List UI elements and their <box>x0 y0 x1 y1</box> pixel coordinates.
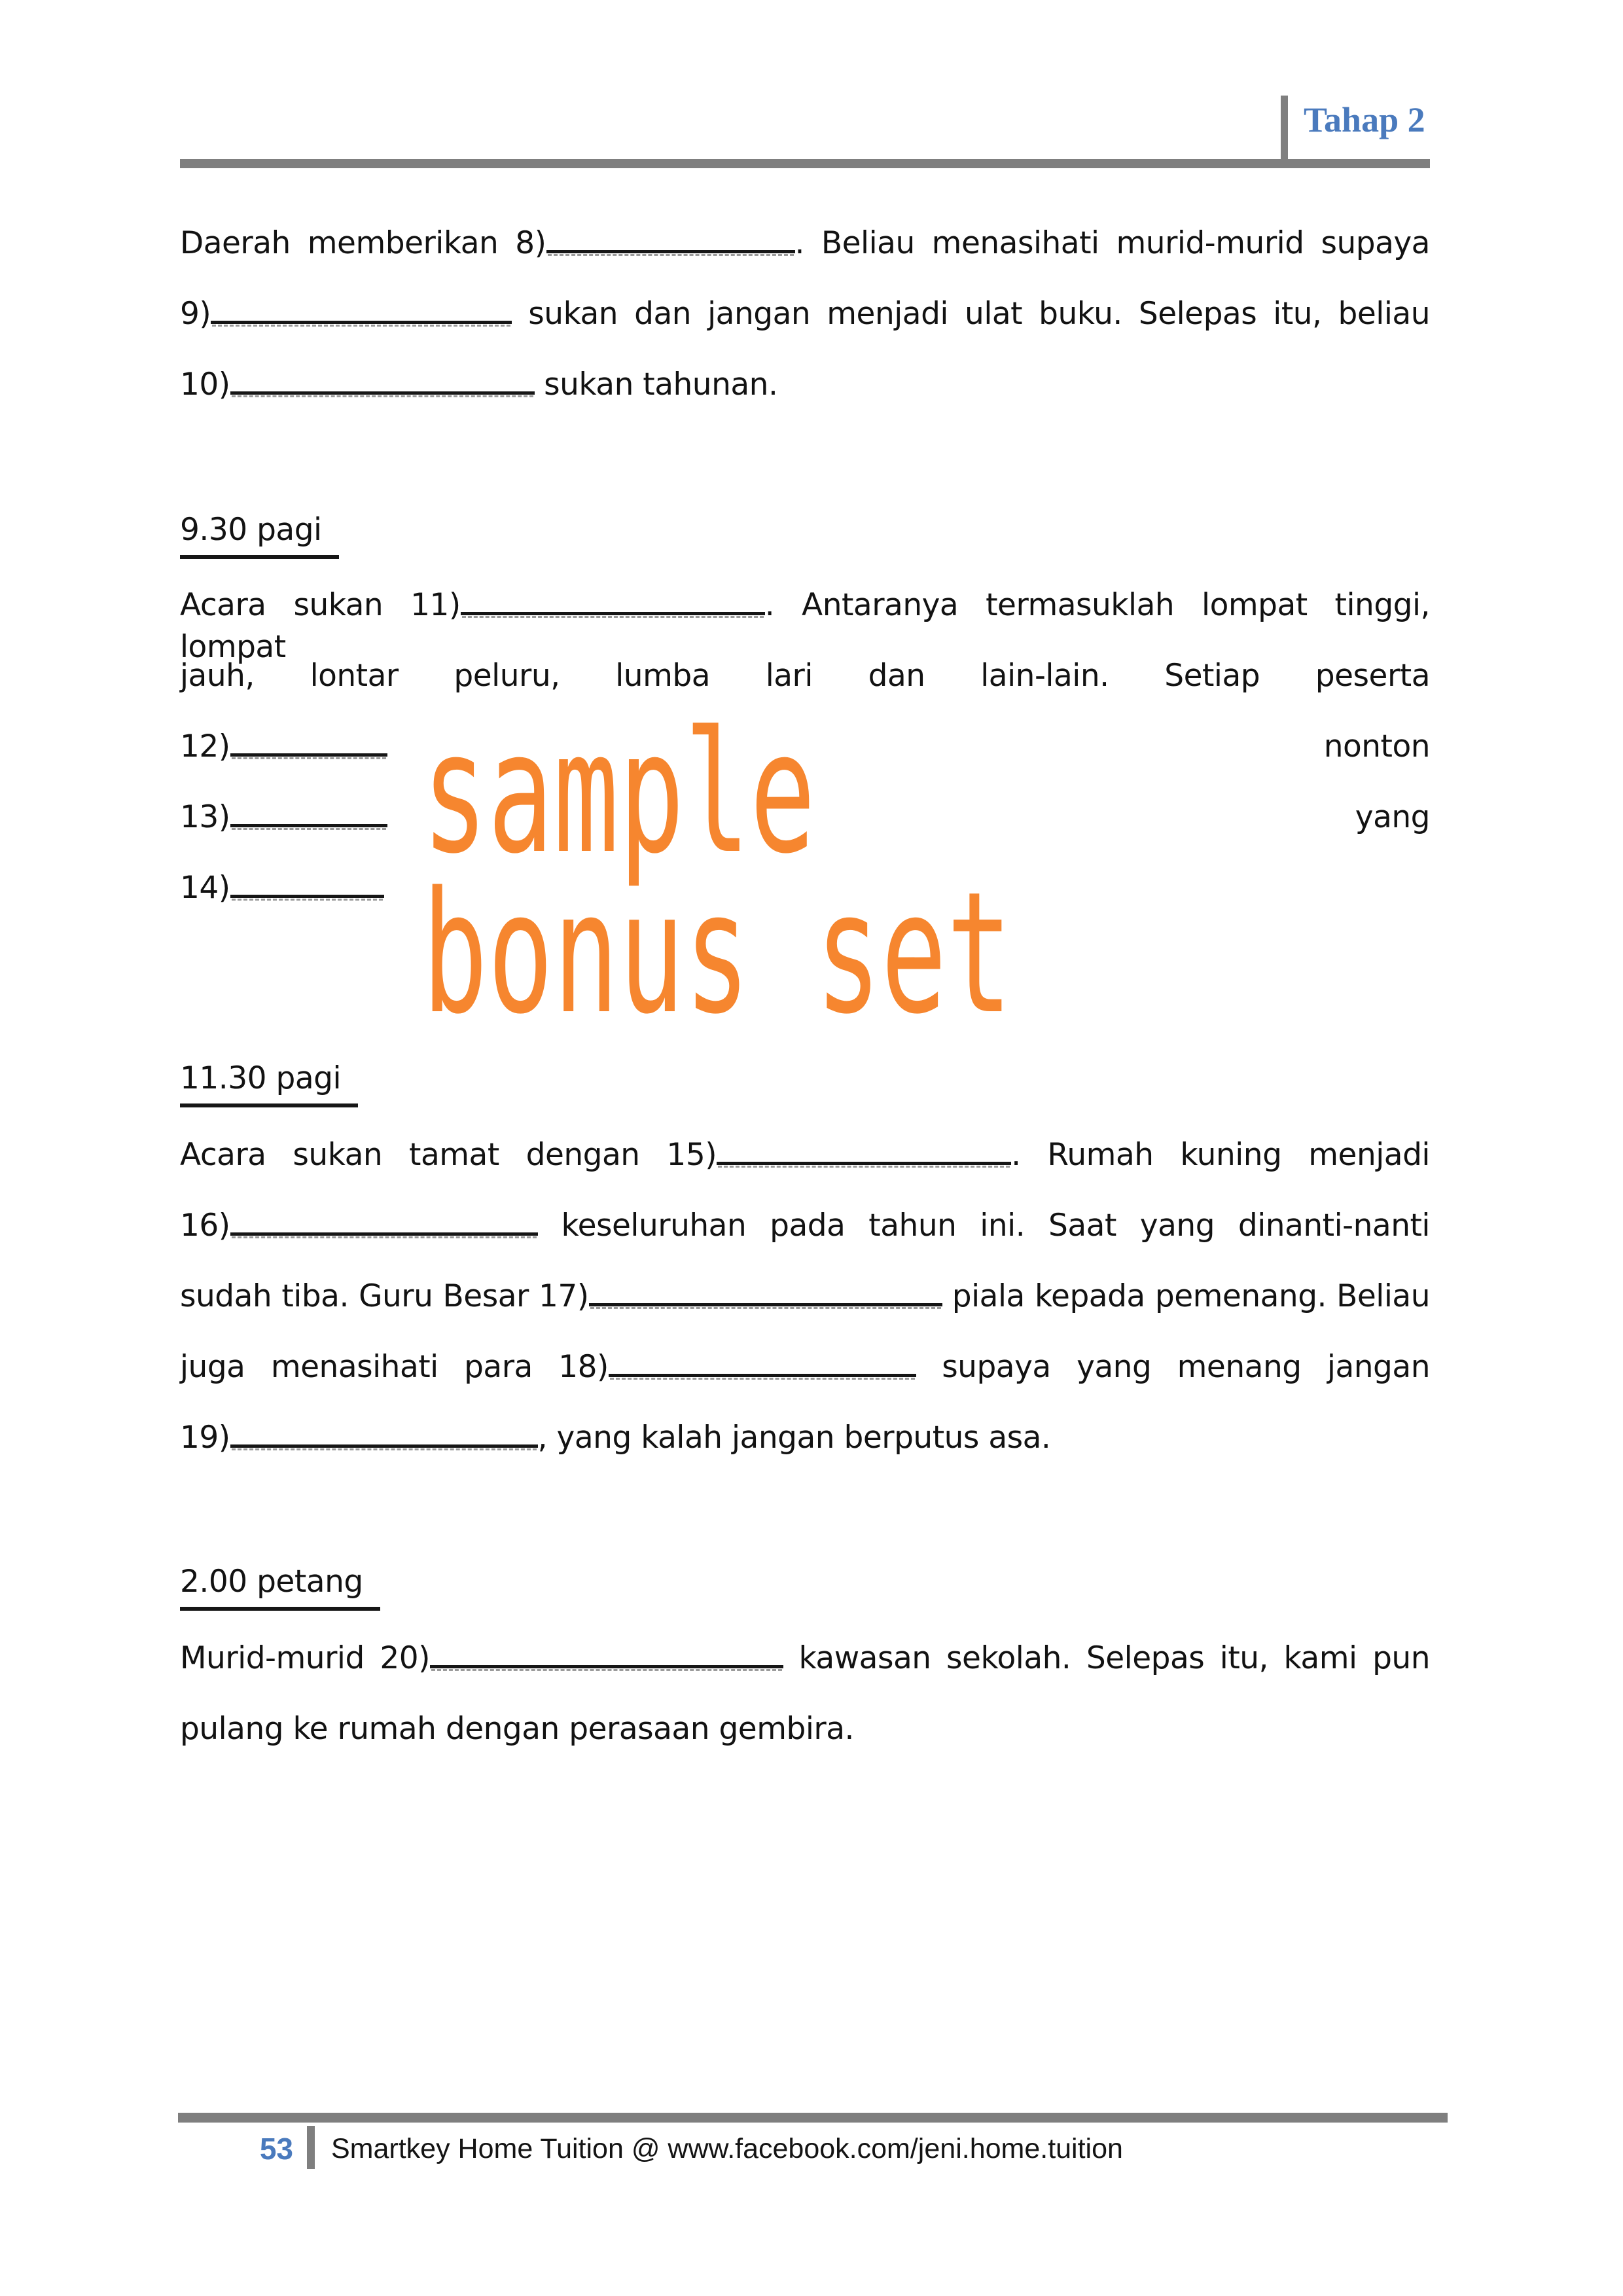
section-heading-text: 9.30 pagi <box>180 512 339 559</box>
fill-blank-15 <box>717 1155 1011 1165</box>
text-line <box>180 1134 1430 1181</box>
watermark-sample: sample <box>422 696 816 891</box>
line-text-pre: 10) <box>180 367 230 403</box>
line-left-group <box>180 797 387 838</box>
line-text-post: supaya yang menang jangan <box>916 1349 1430 1385</box>
masked-text-fragment: nonton <box>1323 728 1430 764</box>
watermark-bonus-set: bonus set <box>422 856 1012 1051</box>
masked-text-fragment: yang <box>1355 799 1430 835</box>
line-text-pre: 16) <box>180 1208 230 1244</box>
fill-blank-17 <box>589 1297 942 1306</box>
line-text-post: kawasan sekolah. Selepas itu, kami pun <box>783 1640 1430 1676</box>
line-text-pre: 14) <box>180 870 230 906</box>
line-text-post: sukan tahunan. <box>534 367 778 403</box>
line-text-pre: juga menasihati para 18) <box>180 1349 609 1385</box>
line-text-pre: 9) <box>180 296 211 332</box>
line-text: pulang ke rumah dengan perasaan gembira. <box>180 1711 854 1747</box>
line-text-pre: Acara sukan tamat dengan 15) <box>180 1137 717 1173</box>
line-text-pre: Daerah memberikan 8) <box>180 225 546 261</box>
text-line <box>180 1638 1430 1685</box>
footer-rule <box>178 2113 1448 2123</box>
section-heading-text: 2.00 petang <box>180 1564 380 1611</box>
header-rule <box>180 159 1430 168</box>
fill-blank-12 <box>230 747 387 757</box>
line-text-pre: 13) <box>180 799 230 835</box>
text-line <box>180 293 1430 340</box>
page-number: 53 <box>259 2132 293 2166</box>
text-line <box>180 1417 1430 1464</box>
fill-blank-11 <box>461 605 765 615</box>
line-text-post: . Rumah kuning menjadi <box>1011 1137 1430 1173</box>
line-text-pre: Murid-murid 20) <box>180 1640 430 1676</box>
text-line <box>180 584 1430 665</box>
page-header-label: Tahap 2 <box>1304 100 1425 139</box>
line-text-post: keseluruhan pada tahun ini. Saat yang dinanti-nanti <box>537 1208 1430 1244</box>
fill-blank-8 <box>546 243 795 253</box>
section-heading-text: 11.30 pagi <box>180 1060 358 1107</box>
fill-blank-13 <box>230 817 387 827</box>
text-line <box>180 223 1430 270</box>
footer-text: Smartkey Home Tuition @ www.facebook.com/jeni.home.tuition <box>331 2133 1123 2164</box>
section-heading-930 <box>180 512 339 559</box>
line-text-post: , yang kalah jangan berputus asa. <box>537 1420 1051 1456</box>
line-text-pre: 12) <box>180 728 230 764</box>
line-text-pre: sudah tiba. Guru Besar 17) <box>180 1278 589 1314</box>
text-line <box>180 1276 1430 1323</box>
text-line <box>180 1346 1430 1393</box>
line-text: jauh, lontar peluru, lumba lari dan lain-lain. Setiap peserta <box>180 658 1430 694</box>
fill-blank-18 <box>609 1367 916 1377</box>
text-line <box>180 1708 1430 1755</box>
section-heading-1130 <box>180 1060 358 1107</box>
line-left-group <box>180 726 387 768</box>
fill-blank-16 <box>230 1226 538 1236</box>
text-line <box>180 364 1430 411</box>
fill-blank-14 <box>230 888 384 898</box>
fill-blank-20 <box>430 1659 783 1668</box>
line-text-post: . Antaranya termasuklah lompat tinggi, lompat <box>180 587 1430 665</box>
line-text-pre: Acara sukan 11) <box>180 587 461 623</box>
fill-blank-19 <box>230 1438 538 1448</box>
line-text-post: piala kepada pemenang. Beliau <box>942 1278 1430 1314</box>
fill-blank-9 <box>211 314 512 324</box>
footer-vertical-bar <box>307 2126 315 2169</box>
line-text-post: . Beliau menasihati murid-murid supaya <box>794 225 1430 261</box>
fill-blank-10 <box>230 385 535 395</box>
section-heading-200 <box>180 1564 380 1611</box>
line-text-pre: 19) <box>180 1420 230 1456</box>
line-text-post: sukan dan jangan menjadi ulat buku. Selepas itu, beliau <box>512 296 1430 332</box>
header-vertical-bar <box>1281 96 1288 159</box>
text-line <box>180 1205 1430 1252</box>
